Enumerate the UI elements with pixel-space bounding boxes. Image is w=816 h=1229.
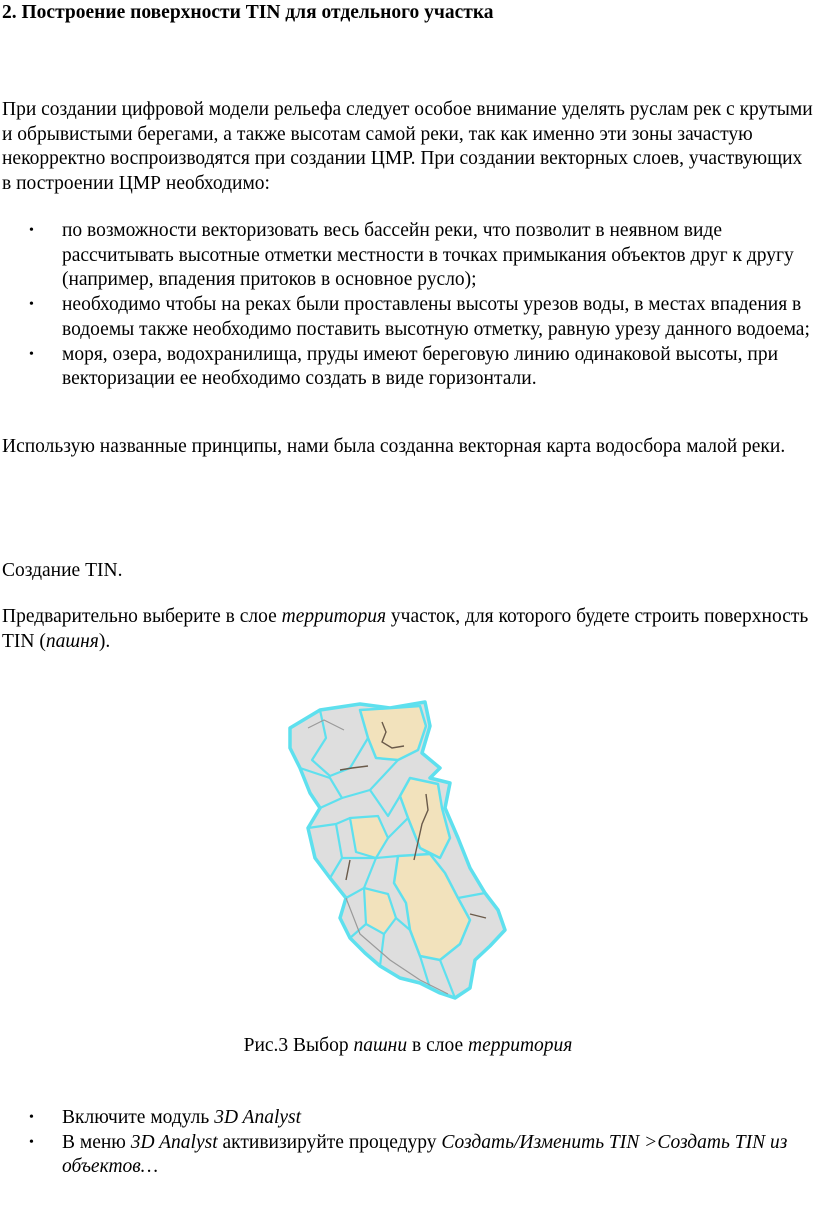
- select-instruction: Предварительно выберите в слое территория участок, для которого будете строить поверхность TIN (пашня).: [2, 606, 809, 652]
- list-item: • по возможности векторизовать весь бассейн реки, что позволит в неявном виде рассчитывать высотные отметки местности в точках примыкания объектов друг к другу (например, впадения притоков в основное русло);: [29, 220, 794, 291]
- steps-list: [2, 1106, 814, 1180]
- bullet-icon: •: [29, 1134, 34, 1150]
- create-tin-label: Создание TIN.: [2, 560, 123, 581]
- figure-caption: Рис.3 Выбор пашни в слое территория: [243, 1035, 573, 1056]
- bullet-icon: •: [29, 346, 34, 362]
- principles-list: [2, 219, 814, 392]
- bullet-icon: •: [29, 223, 34, 238]
- list-item: • В меню 3D Analyst активизируйте процедуру Создать/Изменить TIN >Создать TIN из объектов…: [29, 1131, 788, 1178]
- intro-paragraph: При создании цифровой модели рельефа следует особое внимание уделять руслам рек с крутыми и обрывистыми берегами, а также высотам самой реки, так как именно эти зоны зачастую некорректно воспроизводятся при создании ЦМР. При создании векторных слоев, участвующих в построении ЦМР необходимо:: [2, 99, 813, 195]
- summary-paragraph: Использую названные принципы, нами была созданна векторная карта водосбора малой реки.: [2, 436, 786, 457]
- section-heading: 2. Построение поверхности TIN для отдельного участка: [2, 2, 494, 23]
- list-item: • Включите модуль 3D Analyst: [2, 1106, 814, 1131]
- bullet-icon: •: [29, 1110, 34, 1125]
- territory-map-figure: [280, 698, 520, 1008]
- list-item: • моря, озера, водохранилища, пруды имеют береговую линию одинаковой высоты, при векторизации ее необходимо создать в виде горизонтали.: [29, 343, 779, 390]
- bullet-icon: •: [29, 297, 34, 313]
- list-item: • необходимо чтобы на реках были проставлены высоты урезов воды, в местах впадения в водоемы также необходимо поставить высотную отметку, равную урезу данного водоема;: [29, 294, 810, 340]
